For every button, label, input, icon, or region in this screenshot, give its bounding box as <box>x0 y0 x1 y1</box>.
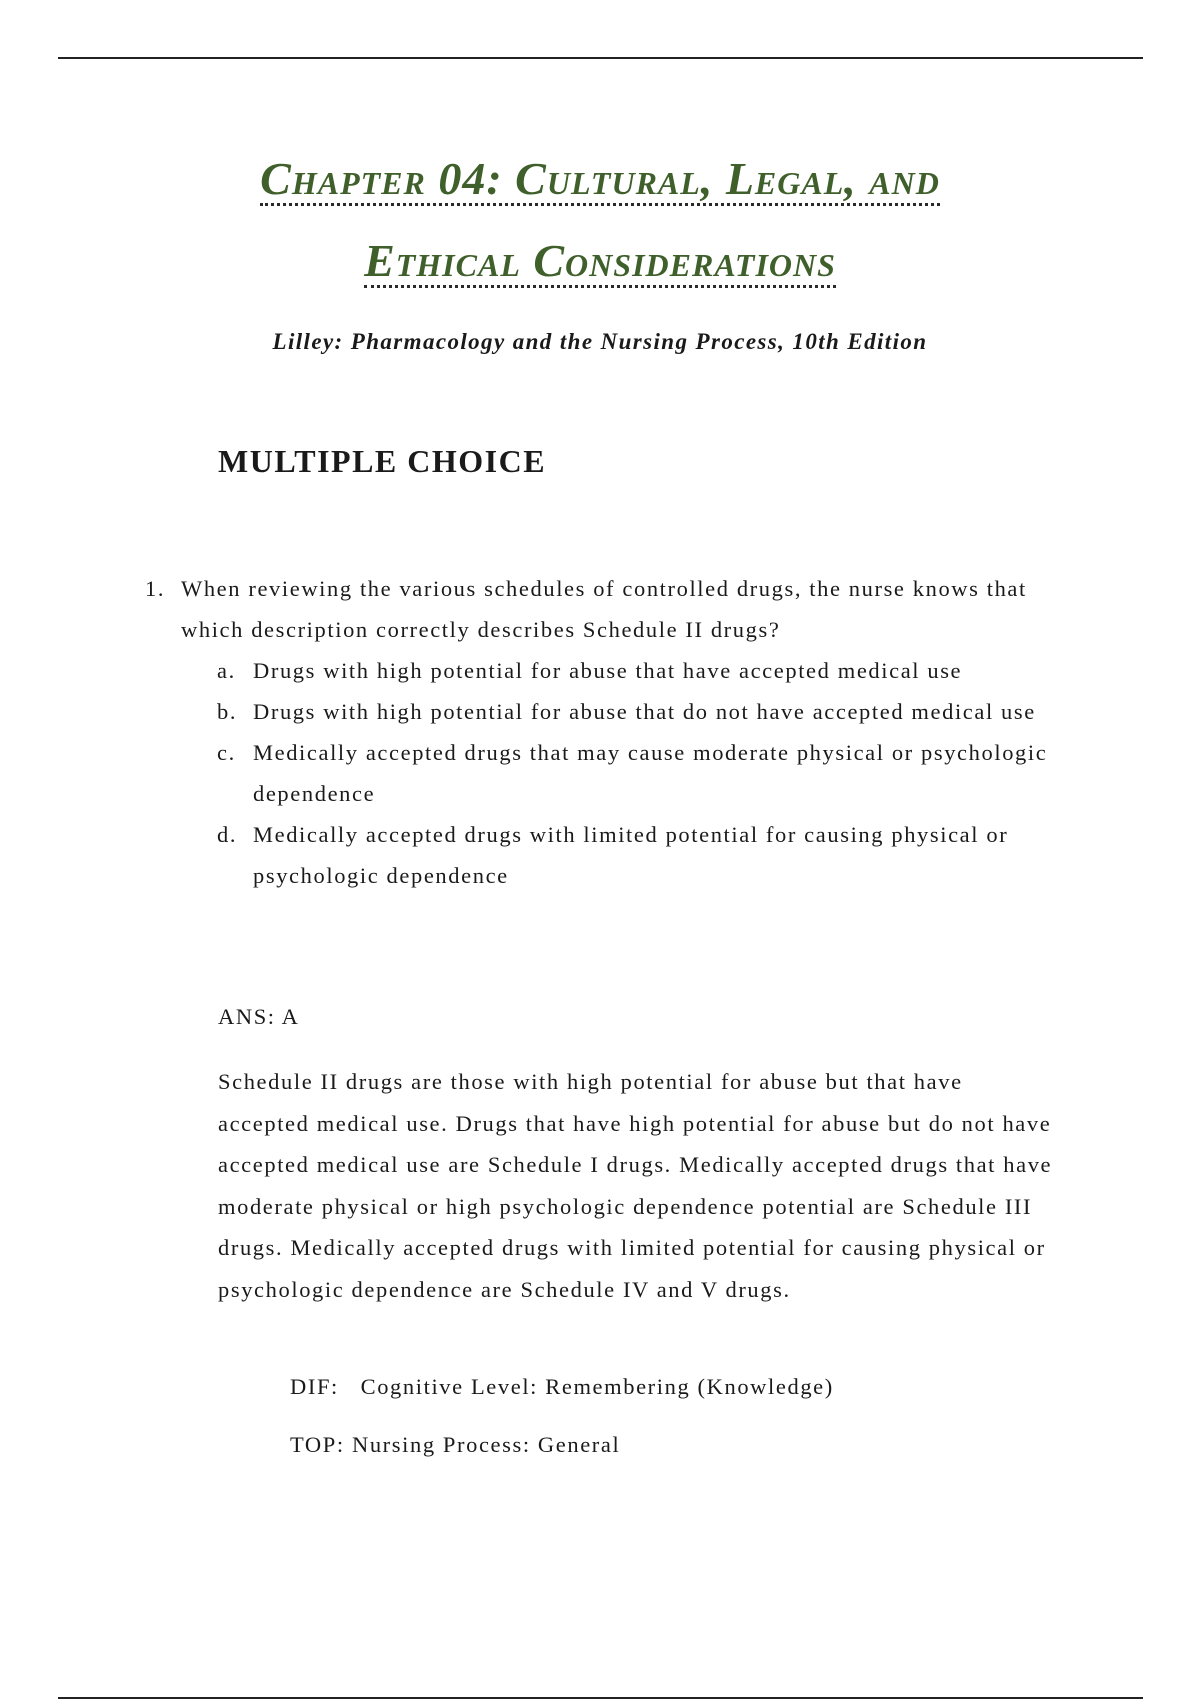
answer-options <box>145 650 1065 896</box>
option-text: Drugs with high potential for abuse that have accepted medical use <box>253 658 963 683</box>
option-text: Drugs with high potential for abuse that do not have accepted medical use <box>253 699 1036 724</box>
chapter-title <box>0 138 1200 302</box>
answer-rationale: Schedule II drugs are those with high potential for abuse but that have accepted medical use. Drugs that have high potential for abuse but do not have accepted medical use are Schedule I drugs. Medically accepted drugs that have moderate physical or high psychologic dependence potential are Schedule III drugs. Medically accepted drugs with limited potential for causing physical or psychologic dependence are Schedule IV and V drugs. <box>218 1069 1053 1302</box>
option-letter: b. <box>217 699 238 724</box>
option-text: Medically accepted drugs with limited potential for causing physical or psychologic dependence <box>253 822 1009 888</box>
question-stem <box>145 568 1065 650</box>
book-subtitle: Lilley: Pharmacology and the Nursing Process, 10th Edition <box>272 329 928 354</box>
answer-key: ANS: A <box>218 1004 300 1029</box>
topic-label: TOP: Nursing Process: General <box>290 1432 621 1457</box>
option-a <box>217 650 1065 691</box>
difficulty-level: DIF: Cognitive Level: Remembering (Knowledge) <box>290 1374 834 1399</box>
section-heading: MULTIPLE CHOICE <box>218 443 547 479</box>
question-1 <box>145 568 1065 896</box>
question-text: When reviewing the various schedules of controlled drugs, the nurse knows that which description correctly describes Schedule II drugs? <box>181 576 1027 642</box>
chapter-title-line-2: Ethical Considerations <box>364 235 836 286</box>
top-rule <box>58 57 1143 59</box>
option-letter: a. <box>217 658 236 683</box>
option-letter: d. <box>217 822 238 847</box>
bottom-rule <box>58 1697 1143 1699</box>
option-text: Medically accepted drugs that may cause moderate physical or psychologic dependence <box>253 740 1048 806</box>
option-d <box>217 814 1065 896</box>
option-letter: c. <box>217 740 236 765</box>
option-b <box>217 691 1065 732</box>
chapter-title-line-1: Chapter 04: Cultural, Legal, and <box>260 153 940 204</box>
option-c <box>217 732 1065 814</box>
question-number: 1. <box>145 576 166 601</box>
